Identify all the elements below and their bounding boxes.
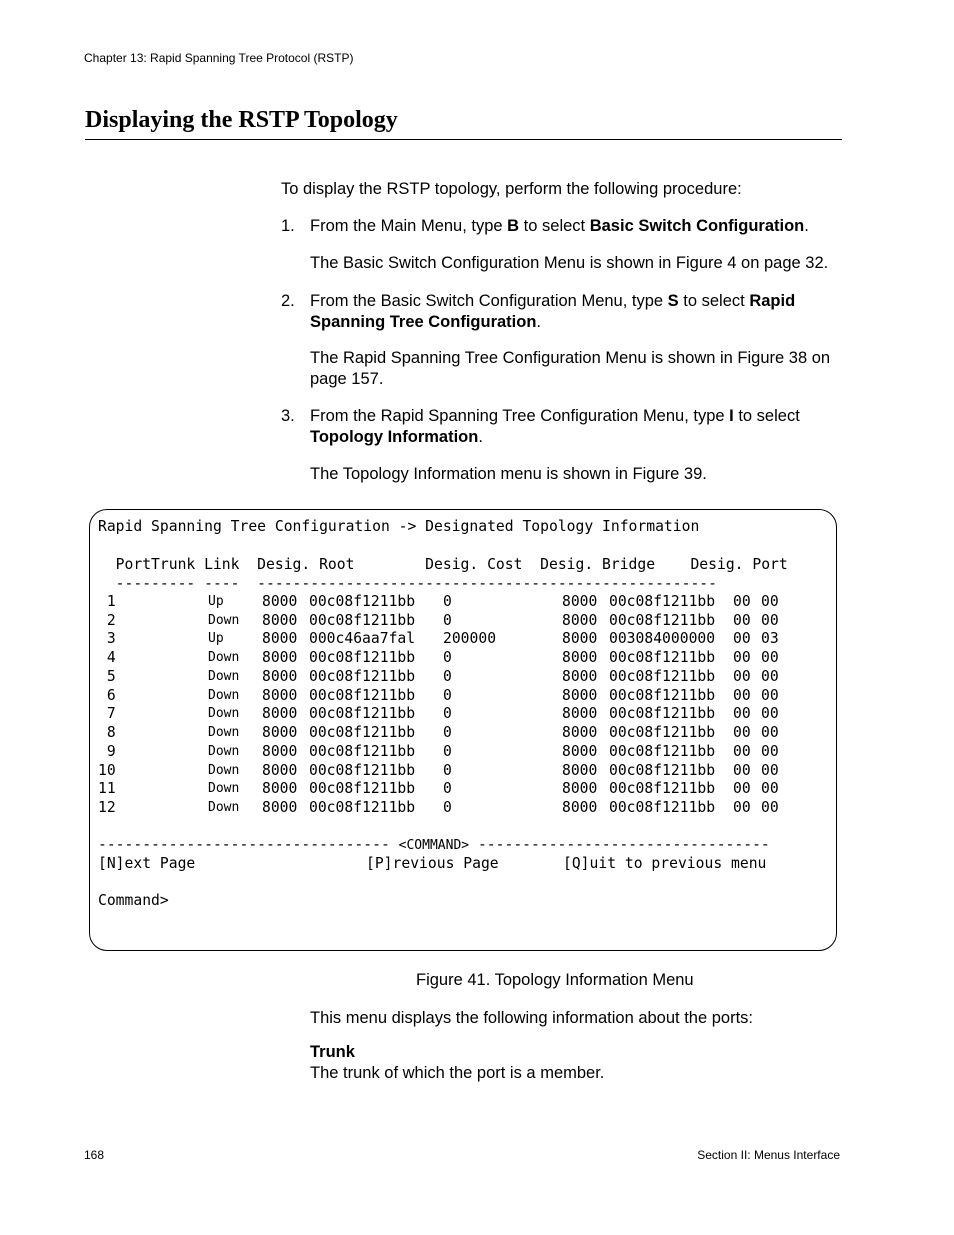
- cell-root-pri: 8000: [262, 780, 298, 798]
- cell-root-pri: 8000: [262, 593, 298, 610]
- cell-bridge-pri: 8000: [562, 780, 598, 798]
- cell-cost: 0: [443, 611, 452, 629]
- cell-port-id: 00: [761, 649, 779, 667]
- cell-port-id: 00: [761, 705, 779, 723]
- command-prompt[interactable]: Command>: [98, 892, 169, 909]
- step-instruction: [310, 216, 845, 237]
- step-keyword: S: [667, 292, 679, 310]
- cell-cost: 200000: [443, 630, 497, 648]
- step-text-run: From the Main Menu, type: [310, 217, 508, 235]
- cell-root-pri: 8000: [262, 799, 298, 817]
- cell-root-mac: 00c08f1211bb: [309, 780, 416, 798]
- cell-root-pri: 8000: [262, 686, 298, 704]
- cell-cost: 0: [443, 724, 452, 742]
- cell-root-pri: 8000: [262, 630, 298, 648]
- cell-port-id: 03: [761, 630, 779, 648]
- step-note: The Topology Information menu is shown in Figure 39.: [310, 465, 707, 483]
- step-note: The Basic Switch Configuration Menu is shown in Figure 4 on page 32.: [310, 254, 829, 272]
- cell-bridge-mac: 00c08f1211bb: [609, 649, 716, 667]
- cell-port-pri: 00: [733, 780, 751, 798]
- cell-root-mac: 00c08f1211bb: [309, 724, 416, 742]
- step-text-run: to select: [733, 407, 800, 425]
- cell-bridge-mac: 00c08f1211bb: [609, 593, 716, 610]
- cell-bridge-pri: 8000: [562, 593, 598, 610]
- command-label: <COMMAND>: [398, 838, 470, 853]
- cell-cost: 0: [443, 649, 452, 667]
- cell-root-mac: 00c08f1211bb: [309, 611, 416, 629]
- cell-bridge-mac: 00c08f1211bb: [609, 724, 716, 742]
- cell-port: 10: [98, 761, 116, 779]
- figure-caption: Figure 41. Topology Information Menu: [416, 971, 694, 989]
- cell-root-mac: 00c08f1211bb: [309, 649, 416, 667]
- cell-port-pri: 00: [733, 667, 751, 685]
- cell-port-id: 00: [761, 742, 779, 760]
- cell-root-pri: 8000: [262, 611, 298, 629]
- cell-bridge-mac: 00c08f1211bb: [609, 742, 716, 760]
- command-bar: [98, 836, 770, 856]
- cell-root-pri: 8000: [262, 761, 298, 779]
- cell-root-mac: 00c08f1211bb: [309, 667, 416, 685]
- cell-cost: 0: [443, 742, 452, 760]
- cell-link: Up: [208, 631, 224, 647]
- cell-port-pri: 00: [733, 686, 751, 704]
- cell-port: 11: [98, 780, 116, 798]
- title-rule: [85, 139, 842, 140]
- definition-term: Trunk: [310, 1043, 355, 1061]
- section-footer: Section II: Menus Interface: [697, 1148, 840, 1162]
- cell-root-pri: 8000: [262, 705, 298, 723]
- cell-bridge-pri: 8000: [562, 742, 598, 760]
- cell-root-pri: 8000: [262, 742, 298, 760]
- cell-port: 8: [98, 724, 116, 742]
- cell-bridge-pri: 8000: [562, 649, 598, 667]
- cell-bridge-pri: 8000: [562, 761, 598, 779]
- cell-root-pri: 8000: [262, 667, 298, 685]
- terminal-title: Rapid Spanning Tree Configuration -> Designated Topology Information: [98, 518, 700, 535]
- cell-root-mac: 00c08f1211bb: [309, 593, 416, 610]
- cell-bridge-mac: 00c08f1211bb: [609, 667, 716, 685]
- cell-root-mac: 00c08f1211bb: [309, 705, 416, 723]
- cell-bridge-mac: 00c08f1211bb: [609, 686, 716, 704]
- cell-port-pri: 00: [733, 649, 751, 667]
- cell-link: Down: [208, 612, 240, 628]
- cell-cost: 0: [443, 705, 452, 723]
- page-title: Displaying the RSTP Topology: [85, 107, 398, 133]
- cell-root-mac: 00c08f1211bb: [309, 686, 416, 704]
- cell-port-pri: 00: [733, 724, 751, 742]
- running-head: Chapter 13: Rapid Spanning Tree Protocol (RSTP): [84, 51, 354, 65]
- step-number: 1.: [281, 217, 295, 235]
- step-instruction: [310, 291, 830, 332]
- cell-port-id: 00: [761, 611, 779, 629]
- cell-port-id: 00: [761, 593, 779, 610]
- step-text-run: to select: [519, 217, 590, 235]
- cell-bridge-pri: 8000: [562, 667, 598, 685]
- cell-root-mac: 000c46aa7fal: [309, 630, 416, 648]
- cell-cost: 0: [443, 686, 452, 704]
- cell-port-id: 00: [761, 780, 779, 798]
- step-text-run: From the Basic Switch Configuration Menu, type: [310, 292, 668, 310]
- cell-bridge-pri: 8000: [562, 724, 598, 742]
- cell-port: 6: [98, 686, 116, 704]
- cell-port-pri: 00: [733, 630, 751, 648]
- cell-root-mac: 00c08f1211bb: [309, 742, 416, 760]
- menu-option-previous[interactable]: [P]revious Page: [366, 855, 499, 872]
- cell-root-pri: 8000: [262, 724, 298, 742]
- step-text-run: From the Rapid Spanning Tree Configuration Menu, type: [310, 407, 730, 425]
- step-text-run: .: [536, 312, 542, 331]
- cell-bridge-mac: 00c08f1211bb: [609, 611, 716, 629]
- cell-port: 12: [98, 799, 116, 817]
- cell-port-pri: 00: [733, 761, 751, 779]
- cell-link: Down: [208, 668, 240, 684]
- step-keyword: Basic Switch Configuration: [589, 217, 805, 235]
- cell-port: 5: [98, 667, 116, 685]
- cell-port-pri: 00: [733, 742, 751, 760]
- cell-link: Down: [208, 800, 240, 816]
- cell-link: Down: [208, 687, 240, 703]
- cell-port-pri: 00: [733, 799, 751, 817]
- page-number: 168: [84, 1148, 105, 1162]
- cell-port-id: 00: [761, 799, 779, 817]
- command-rule-right: ---------------------------------: [469, 836, 770, 853]
- cell-cost: 0: [443, 761, 452, 779]
- step-text-run: to select: [678, 292, 750, 310]
- cell-cost: 0: [443, 667, 452, 685]
- cell-bridge-mac: 00c08f1211bb: [609, 761, 716, 779]
- cell-port-id: 00: [761, 761, 779, 779]
- cell-root-mac: 00c08f1211bb: [309, 799, 416, 817]
- cell-link: Down: [208, 762, 240, 778]
- cell-bridge-mac: 00c08f1211bb: [609, 780, 716, 798]
- step-note: The Rapid Spanning Tree Configuration Menu is shown in Figure 38 on page 157.: [310, 349, 831, 388]
- step-text-run: .: [478, 427, 483, 446]
- table-column-header: PortTrunk Link Desig. Root Desig. Cost Desig. Bridge Desig. Port: [98, 556, 788, 573]
- cell-bridge-pri: 8000: [562, 705, 598, 723]
- cell-port-id: 00: [761, 724, 779, 742]
- cell-port: 4: [98, 649, 116, 667]
- cell-bridge-pri: 8000: [562, 686, 598, 704]
- cell-link: Down: [208, 725, 240, 741]
- cell-link: Down: [208, 781, 240, 797]
- cell-bridge-mac: 003084000000: [609, 630, 716, 648]
- cell-root-mac: 00c08f1211bb: [309, 761, 416, 779]
- step-text-run: .: [804, 217, 809, 235]
- cell-link: Down: [208, 743, 240, 759]
- table-header-rule: --------- ---- ----------------------------------------------------: [98, 575, 717, 592]
- cell-port: 1: [98, 593, 116, 610]
- cell-port-pri: 00: [733, 611, 751, 629]
- cell-bridge-pri: 8000: [562, 799, 598, 817]
- cell-link: Down: [208, 650, 240, 666]
- step-instruction: [310, 406, 835, 447]
- step-number: 3.: [281, 407, 295, 425]
- cell-port: 3: [98, 630, 116, 648]
- cell-cost: 0: [443, 593, 452, 610]
- cell-port-pri: 00: [733, 705, 751, 723]
- definition-description: The trunk of which the port is a member.: [310, 1064, 605, 1082]
- cell-bridge-pri: 8000: [562, 611, 598, 629]
- cell-port: 2: [98, 611, 116, 629]
- cell-port: 9: [98, 742, 116, 760]
- menu-option-next[interactable]: [N]ext Page: [98, 855, 196, 872]
- step-keyword: I: [729, 407, 734, 425]
- step-keyword: B: [507, 217, 520, 235]
- cell-port: 7: [98, 705, 116, 723]
- menu-option-quit[interactable]: [Q]uit to previous menu: [563, 855, 767, 872]
- cell-bridge-pri: 8000: [562, 630, 598, 648]
- cell-link: Down: [208, 706, 240, 722]
- after-text: This menu displays the following information about the ports:: [310, 1009, 753, 1027]
- cell-port-id: 00: [761, 667, 779, 685]
- cell-cost: 0: [443, 799, 452, 817]
- command-rule-left: ---------------------------------: [98, 836, 399, 853]
- cell-port-pri: 00: [733, 593, 751, 610]
- cell-bridge-mac: 00c08f1211bb: [609, 705, 716, 723]
- intro-text: To display the RSTP topology, perform the following procedure:: [281, 180, 742, 198]
- cell-cost: 0: [443, 780, 452, 798]
- cell-link: Up: [208, 594, 224, 609]
- cell-bridge-mac: 00c08f1211bb: [609, 799, 716, 817]
- step-keyword: Topology Information: [310, 427, 479, 446]
- step-keyword: Rapid Spanning Tree Configuration: [310, 292, 796, 331]
- cell-port-id: 00: [761, 686, 779, 704]
- cell-root-pri: 8000: [262, 649, 298, 667]
- step-number: 2.: [281, 292, 295, 310]
